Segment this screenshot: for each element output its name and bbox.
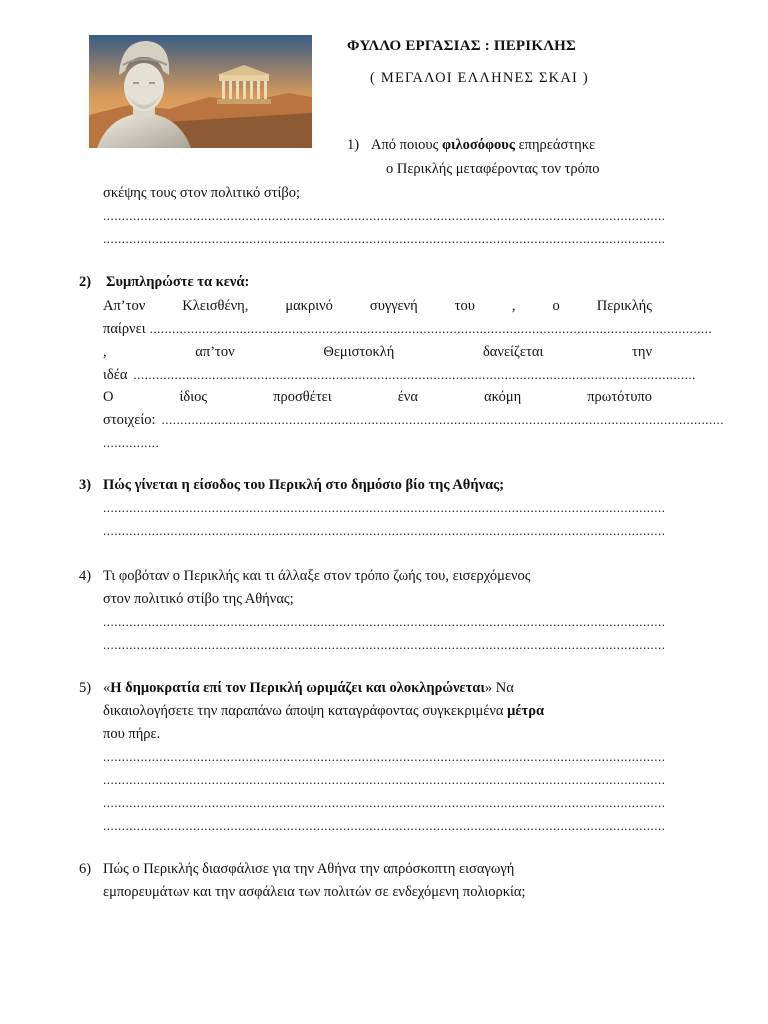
worksheet-title: ΦΥΛΛΟ ΕΡΓΑΣΙΑΣ : ΠΕΡΙΚΛΗΣ (347, 38, 577, 54)
q2-row3-word: την (632, 344, 652, 360)
q1-line1-a: Από ποιους (371, 137, 442, 153)
q1-line1-b: επηρεάστηκε (514, 137, 596, 153)
q2-row1-word: του (454, 298, 475, 314)
q5-answer-line-2[interactable]: ...................................................................................................................................................... (103, 772, 666, 787)
q6-line2: εμπορευμάτων και την ασφάλεια των πολιτών σε ενδεχόμενη πολιορκία; (103, 884, 526, 900)
q2-row5-word: προσθέτει (273, 389, 332, 405)
q4-line1: Τι φοβόταν ο Περικλής και τι άλλαξε στον τρόπο ζωής του, εισερχόμενος (103, 568, 531, 584)
q1-line1 (371, 134, 595, 156)
q2-row6 (103, 409, 724, 431)
q1-answer-line-1[interactable]: ...................................................................................................................................................... (103, 208, 666, 223)
q3-text: Πώς γίνεται η είσοδος του Περικλή στο δημόσιο βίο της Αθήνας; (103, 477, 505, 493)
q2-row3-word: δανείζεται (482, 344, 544, 360)
q2-row1-word: Απ’τον (103, 298, 146, 314)
q1-line1-bold: φιλοσόφους (441, 137, 515, 153)
q2-row1-word: Κλεισθένη, (182, 298, 249, 314)
q2-row1-word: συγγενή (369, 298, 418, 314)
q5-answer-line-4[interactable]: ...................................................................................................................................................... (103, 818, 666, 833)
q5-quote-close: » Να (484, 680, 514, 696)
q5-line3: που πήρε. (103, 726, 161, 742)
q3-number: 3) (79, 477, 92, 493)
q2-row1-word: ο (552, 298, 560, 314)
q1-number: 1) (347, 137, 360, 153)
q3-answer-line-1[interactable]: ...................................................................................................................................................... (103, 500, 666, 515)
q2-row2-label: παίρνει (103, 321, 146, 337)
q5-quote-open: « (103, 680, 111, 696)
q2-row5-word: Ο (103, 389, 114, 405)
q2-row2 (103, 318, 713, 340)
q2-row3-word: Θεμιστοκλή (323, 344, 395, 360)
q5-quote-bold: Η δημοκρατία επί τον Περικλή ωριμάζει και ολοκληρώνεται (110, 680, 485, 696)
q2-blank-1[interactable]: ...................................................................................................................................................... (149, 321, 713, 336)
q4-answer-line-1[interactable]: ...................................................................................................................................................... (103, 614, 666, 629)
q6-number: 6) (79, 861, 92, 877)
q2-row5 (103, 386, 652, 408)
q2-row5-word: ένα (397, 389, 418, 405)
q5-answer-line-3[interactable]: ...................................................................................................................................................... (103, 795, 666, 810)
q2-row1-word: , (511, 298, 516, 314)
q1-answer-line-2[interactable]: ...................................................................................................................................................... (103, 231, 666, 246)
q2-row4 (103, 364, 696, 386)
q1-line3: σκέψης τους στον πολιτικό στίβο; (103, 185, 301, 201)
q2-heading: Συμπληρώστε τα κενά: (106, 274, 250, 290)
q2-blank-3[interactable]: ...................................................................................................................................................... (161, 412, 724, 427)
q6-line1: Πώς ο Περικλής διασφάλισε για την Αθήνα την απρόσκοπτη εισαγωγή (103, 861, 515, 877)
q2-row3-word: απ’τον (195, 344, 235, 360)
q2-row5-word: πρωτότυπο (587, 389, 652, 405)
q2-blank-2[interactable]: ...................................................................................................................................................... (133, 367, 696, 382)
pericles-illustration (89, 35, 312, 148)
q2-row1 (103, 295, 652, 317)
q5-line1 (103, 677, 652, 699)
q5-answer-line-1[interactable]: ...................................................................................................................................................... (103, 749, 666, 764)
q5-line2-bold: μέτρα (507, 703, 545, 719)
q4-number: 4) (79, 568, 92, 584)
q4-line2: στον πολιτικό στίβο της Αθήνας; (103, 591, 294, 607)
worksheet-subtitle: ( ΜΕΓΑΛΟΙ ΕΛΛΗΝΕΣ ΣΚΑΙ ) (370, 70, 589, 86)
q2-row4-label: ιδέα (103, 367, 128, 383)
q4-answer-line-2[interactable]: ...................................................................................................................................................... (103, 637, 666, 652)
q2-blank-3-continued[interactable]: ............... (103, 435, 160, 450)
pericles-portrait-image (89, 35, 312, 148)
q2-row1-word: μακρινό (285, 298, 333, 314)
q5-number: 5) (79, 680, 92, 696)
q5-line2-a: δικαιολογήσετε την παραπάνω άποψη καταγράφοντας συγκεκριμένα (103, 703, 508, 719)
q5-line2 (103, 700, 544, 722)
q2-row5-word: ακόμη (483, 389, 522, 405)
q2-number: 2) (79, 274, 92, 290)
q2-row1-word: Περικλής (596, 298, 652, 314)
q2-row3 (103, 341, 652, 363)
q1-line2-text: ο Περικλής μεταφέροντας τον τρόπο (386, 161, 600, 177)
q2-row3-word: , (103, 344, 107, 360)
q2-row5-word: ίδιος (179, 389, 208, 405)
q2-row6-label: στοιχείο: (103, 412, 156, 428)
q1-line2 (386, 158, 652, 180)
q3-answer-line-2[interactable]: ...................................................................................................................................................... (103, 523, 666, 538)
